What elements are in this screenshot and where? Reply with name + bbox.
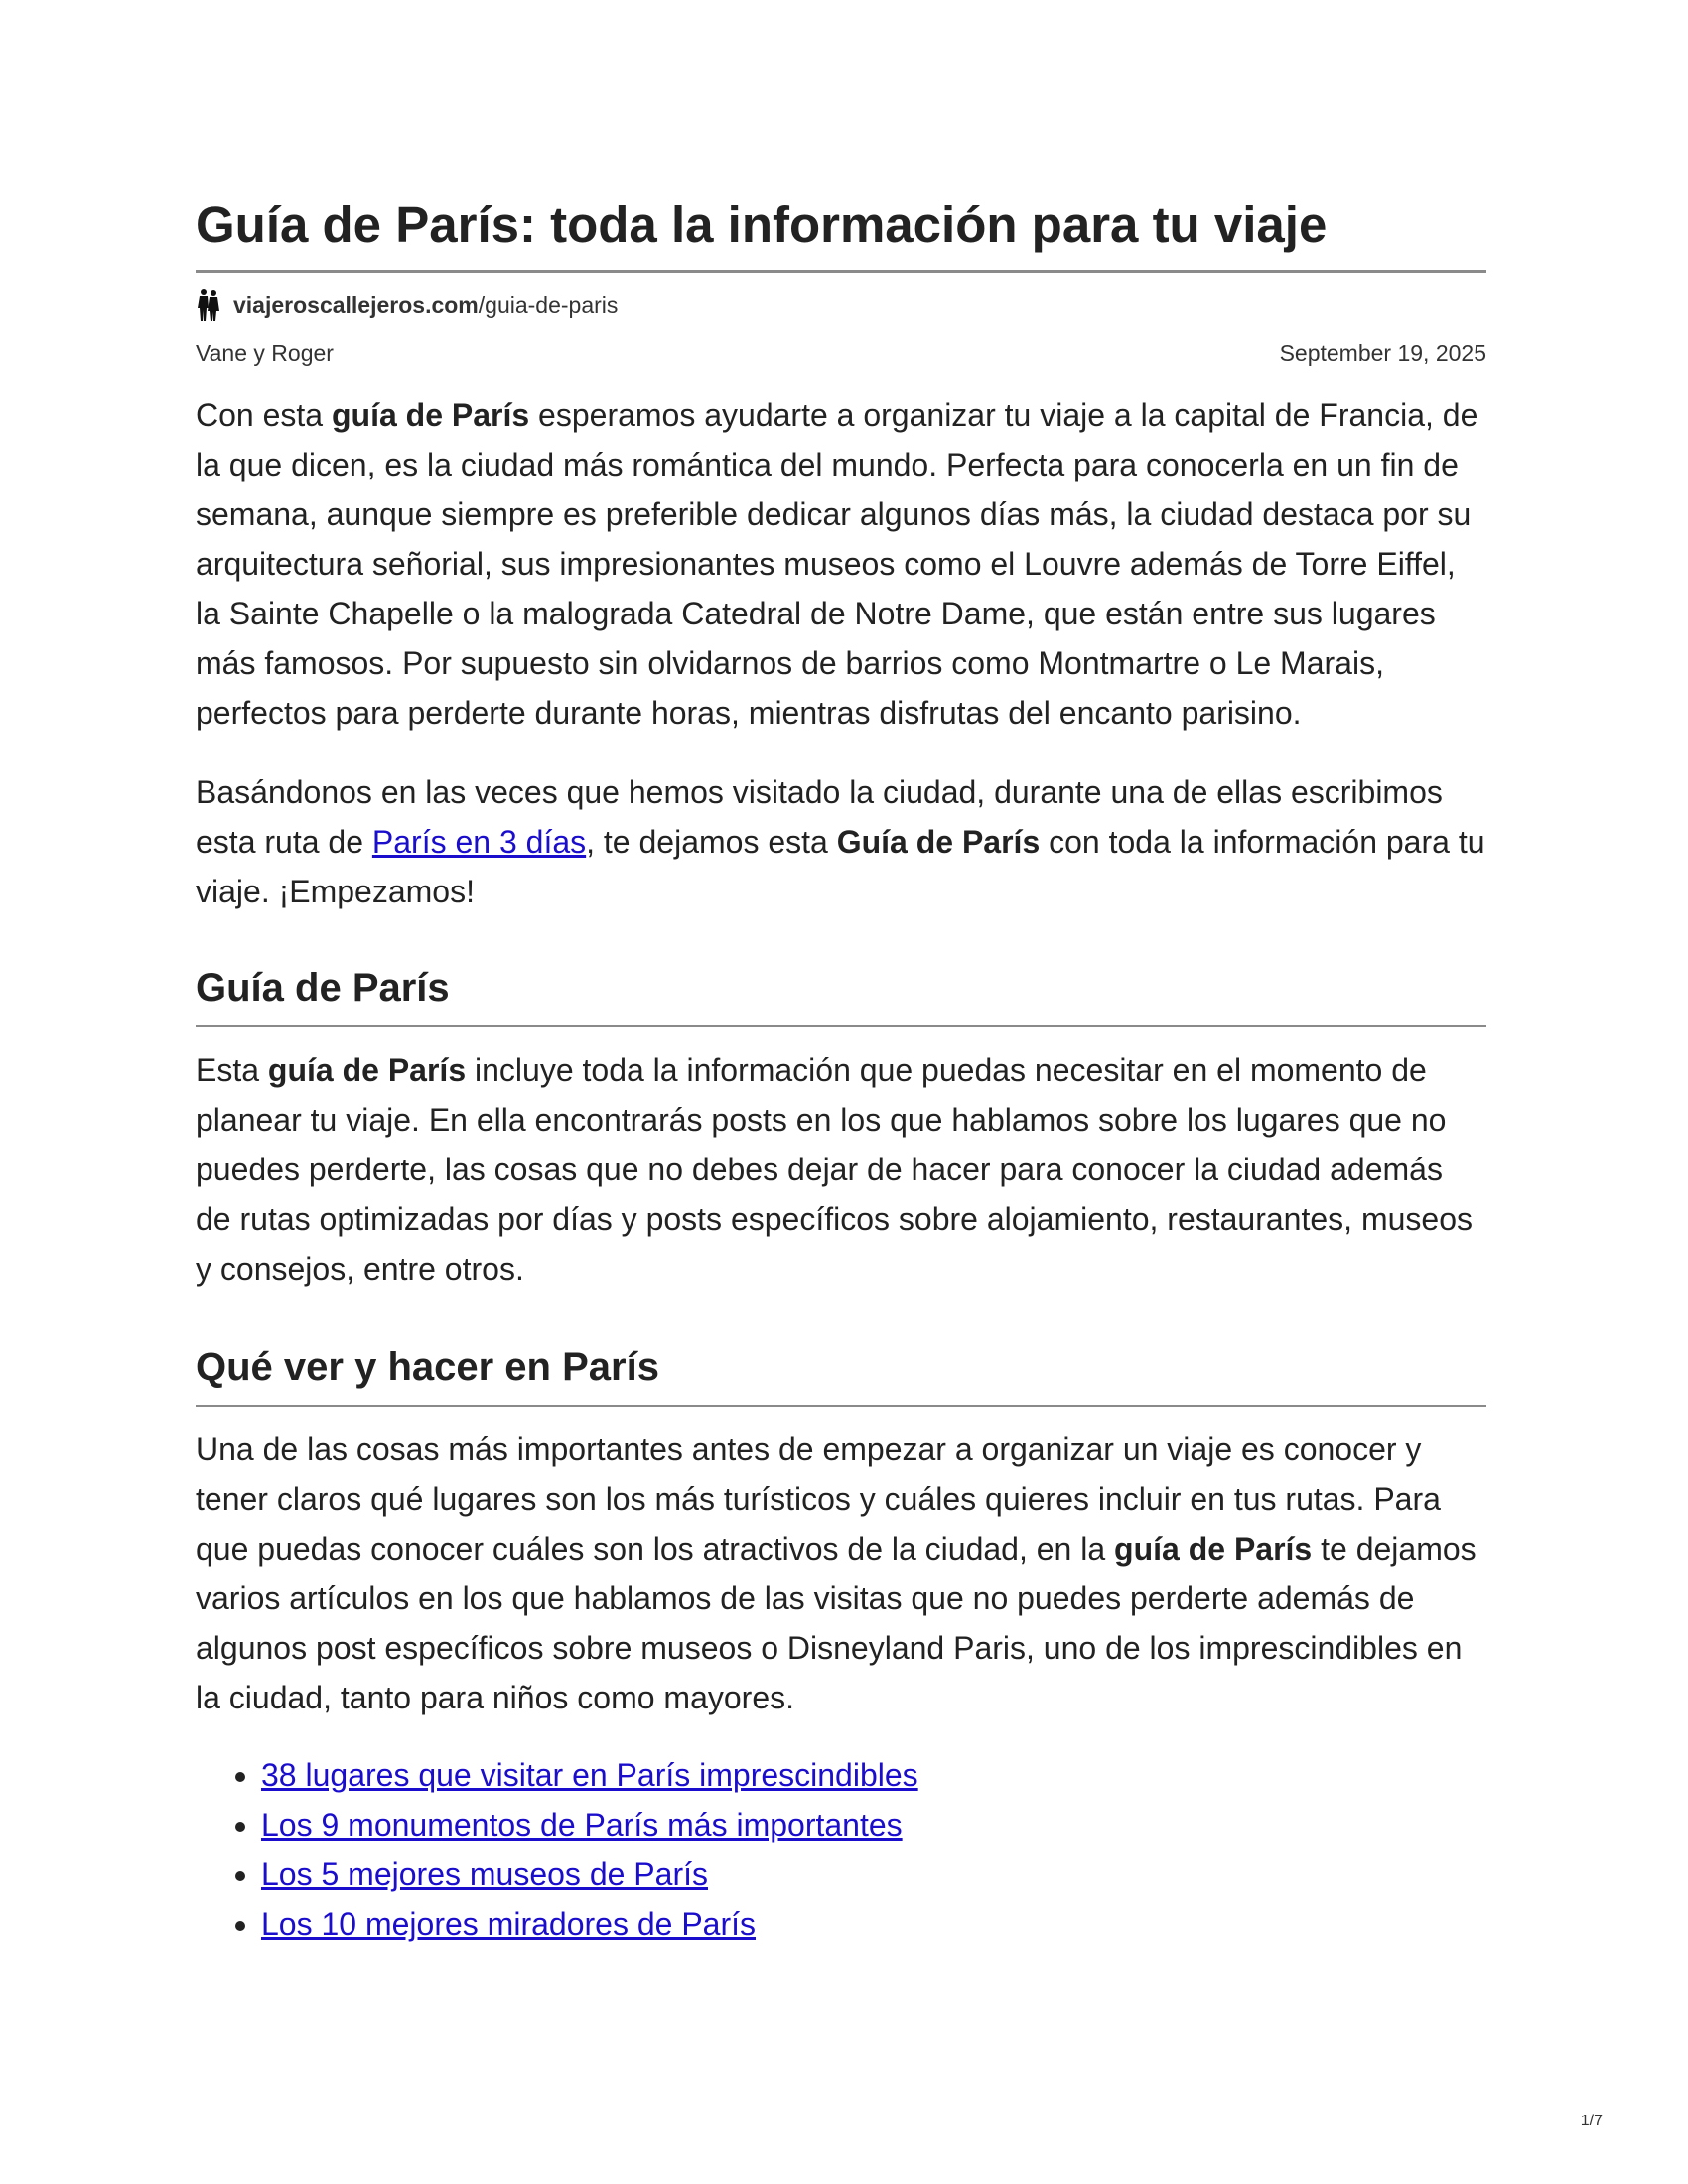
section1-paragraph xyxy=(196,1045,1486,1294)
intro-bold-1: guía de París xyxy=(331,397,530,433)
couple-silhouette-icon xyxy=(196,288,221,322)
list-item xyxy=(261,1750,1486,1800)
source-path[interactable]: /guia-de-paris xyxy=(478,291,619,318)
list-item xyxy=(261,1899,1486,1949)
byline xyxy=(196,339,1486,368)
publish-date: September 19, 2025 xyxy=(1279,341,1486,366)
link-10-miradores[interactable]: Los 10 mejores miradores de París xyxy=(261,1906,756,1942)
second-text-2: , te dejamos esta xyxy=(586,824,837,860)
source-domain[interactable]: viajeroscallejeros.com xyxy=(233,291,479,318)
page-number: 1/7 xyxy=(1580,2113,1603,2129)
list-item xyxy=(261,1849,1486,1899)
section2-paragraph xyxy=(196,1425,1486,1722)
second-paragraph xyxy=(196,767,1486,916)
intro-text-1: Con esta xyxy=(196,397,332,433)
article xyxy=(196,194,1486,1949)
source-line xyxy=(196,287,1486,323)
link-9-monumentos[interactable]: Los 9 monumentos de París más importantes xyxy=(261,1807,903,1843)
intro-paragraph xyxy=(196,390,1486,738)
second-text-3: con toda la información para tu viaje. ¡Empezamos! xyxy=(196,824,1485,909)
list-item xyxy=(261,1800,1486,1849)
section-heading-guia: Guía de París xyxy=(196,962,1486,1027)
section1-text-2: incluye toda la información que puedas necesitar en el momento de planear tu viaje. En ella encontrarás posts en los que hablamos sobre los lugares que no puedes perderte, las cosas que no debes dejar de hacer para conocer la ciudad además de rutas optimizadas por días y posts específicos sobre alojamiento, restaurantes, museos y consejos, entre otros. xyxy=(196,1052,1473,1287)
intro-text-2: esperamos ayudarte a organizar tu viaje a la capital de Francia, de la que dicen, es la ciudad más romántica del mundo. Perfecta para conocerla en un fin de semana, aunque siempre es preferible dedicar algunos días más, la ciudad destaca por su arquitectura señorial, sus impresionantes museos como el Louvre además de Torre Eiffel, la Sainte Chapelle o la malograda Catedral de Notre Dame, que están entre sus lugares más famosos. Por supuesto sin olvidarnos de barrios como Montmartre o Le Marais, perfectos para perderte durante horas, mientras disfrutas del encanto parisino. xyxy=(196,397,1478,731)
section1-text-1: Esta xyxy=(196,1052,268,1088)
section-heading-que-ver: Qué ver y hacer en París xyxy=(196,1341,1486,1407)
link-38-lugares[interactable]: 38 lugares que visitar en París imprescindibles xyxy=(261,1757,918,1793)
article-links-list xyxy=(196,1750,1486,1949)
page-title: Guía de París: toda la información para tu viaje xyxy=(196,194,1486,273)
section2-text-1: Una de las cosas más importantes antes de empezar a organizar un viaje es conocer y tener claros qué lugares son los más turísticos y cuáles quieres incluir en tus rutas. Para que puedas conocer cuáles son los atractivos de la ciudad, en la xyxy=(196,1432,1441,1567)
author: Vane y Roger xyxy=(196,341,334,366)
section2-bold-1: guía de París xyxy=(1114,1531,1313,1567)
second-text-1: Basándonos en las veces que hemos visitado la ciudad, durante una de ellas escribimos esta ruta de xyxy=(196,774,1443,860)
section2-text-2: te dejamos varios artículos en los que hablamos de las visitas que no puedes perderte además de algunos post específicos sobre museos o Disneyland Paris, uno de los imprescindibles en la ciudad, tanto para niños como mayores. xyxy=(196,1531,1477,1715)
section1-bold-1: guía de París xyxy=(267,1052,467,1088)
paris-3-dias-link[interactable]: París en 3 días xyxy=(371,824,587,860)
second-bold-1: Guía de París xyxy=(836,824,1041,860)
link-5-museos[interactable]: Los 5 mejores museos de París xyxy=(261,1856,708,1892)
